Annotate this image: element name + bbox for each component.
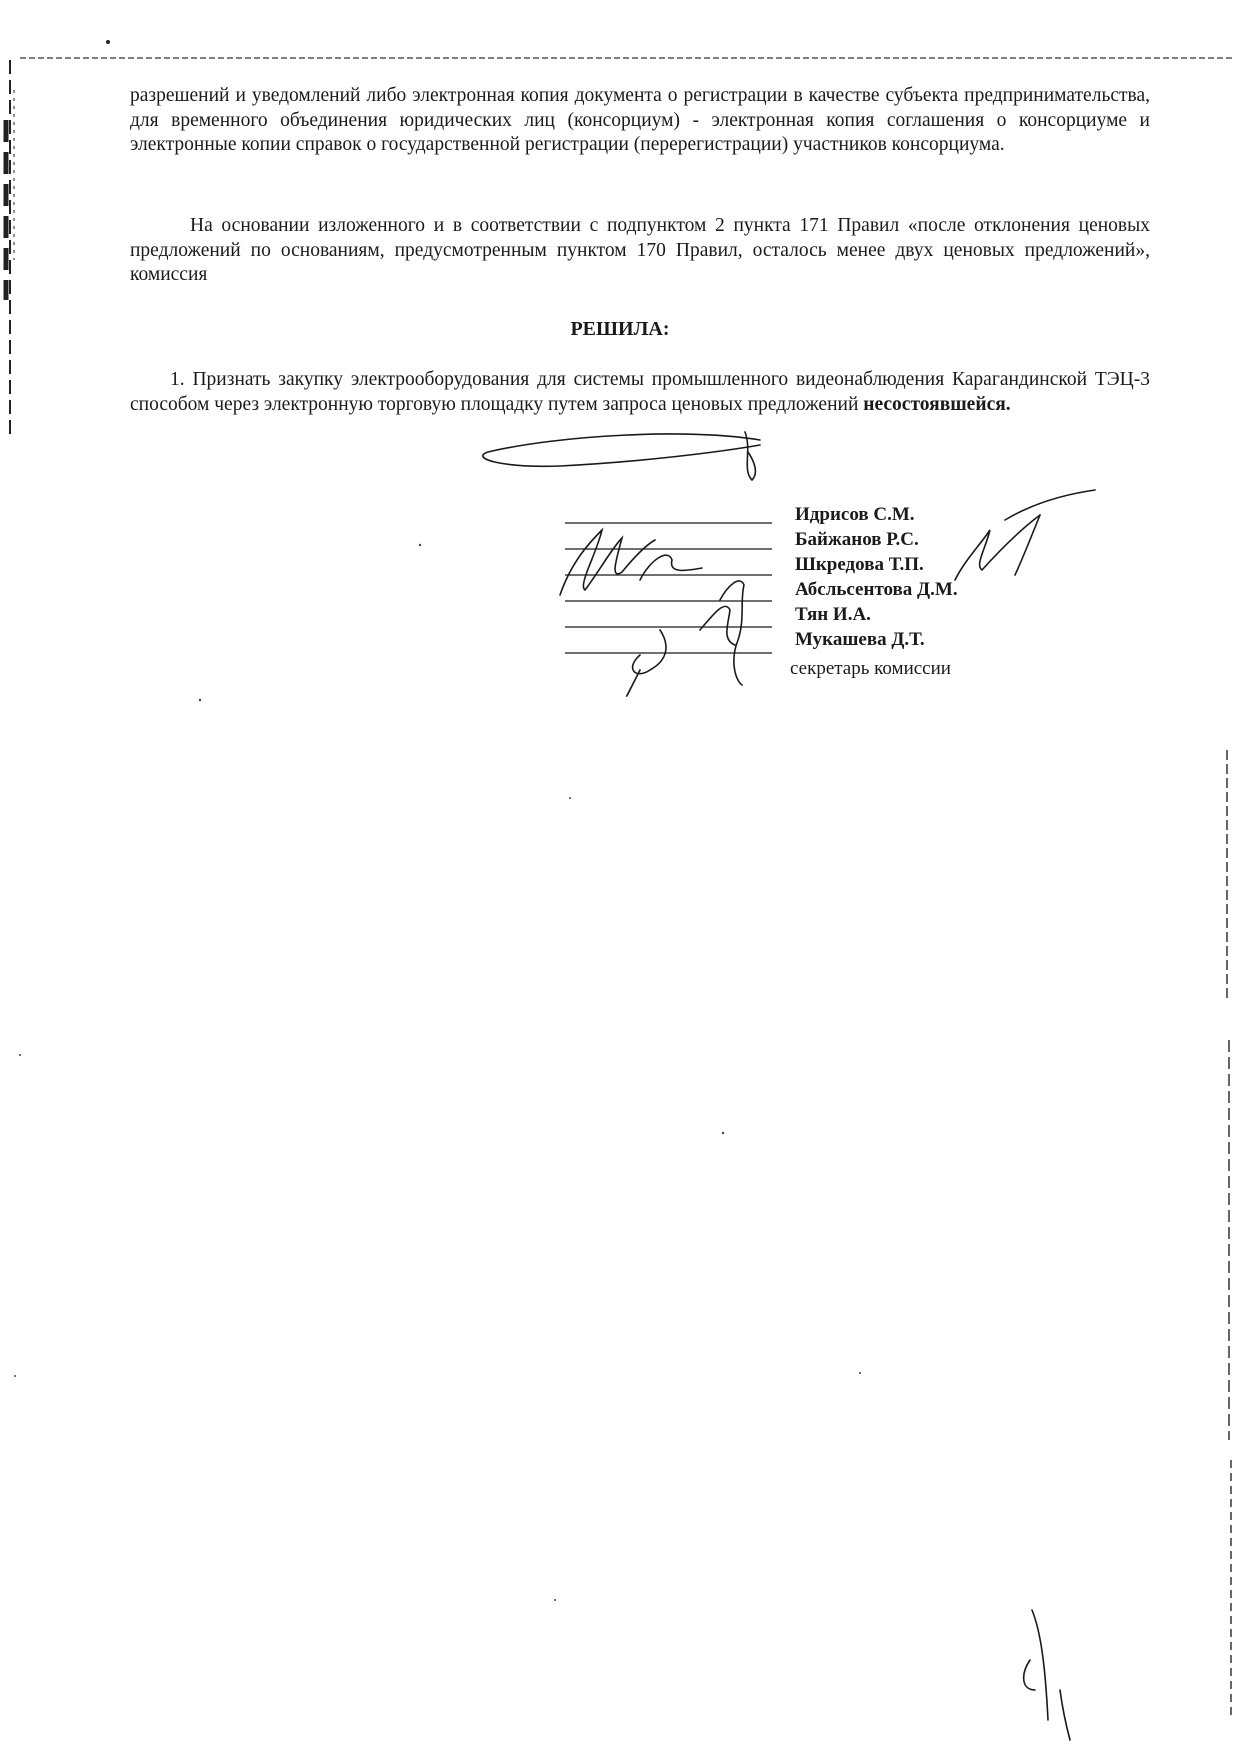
signatory-list [795,502,958,652]
signatory-name: Мукашева Д.Т. [795,629,925,650]
decision-item-1-text: 1. Признать закупку электрооборудования для системы промышленного видеонаблюдения Карагандинской ТЭЦ-3 способом через электронную торговую площадку путем запроса ценовых предложений [130,369,1150,415]
decision-item-1-result: несостоявшейся. [863,393,1011,415]
signature-lines [565,523,772,653]
left-edge-marks [6,60,14,440]
signatory-name: Идрисов С.М. [795,504,915,525]
scan-specks [14,544,861,1601]
secretary-label: секретарь комиссии [790,658,951,679]
signatory-name: Байжанов Р.С. [795,529,919,550]
paragraph-grounds: На основании изложенного и в соответствии с подпунктом 2 пункта 171 Правил «после отклонения ценовых предложений по основаниям, предусмотренным пунктом 170 Правил, осталось менее двух ценовых предложений», комиссия [130,215,1150,285]
signatory-name: Абсльсентова Д.М. [795,579,958,600]
paragraph-requirements: разрешений и уведомлений либо электронная копия документа о регистрации в качестве субъекта предпринимательства, для временного объединения юридических лиц (консорциум) - электронная копия соглашения о консорциуме и электронные копии справок о государственной регистрации (перерегистрации) участников консорциума. [130,85,1150,155]
right-edge-marks [1227,750,1231,1720]
signatory-name: Шкредова Т.П. [795,554,924,575]
decision-heading: РЕШИЛА: [570,318,670,340]
handwritten-signatures [483,432,1095,1740]
signatory-name: Тян И.А. [795,604,871,625]
decision-item-1 [130,368,1150,417]
